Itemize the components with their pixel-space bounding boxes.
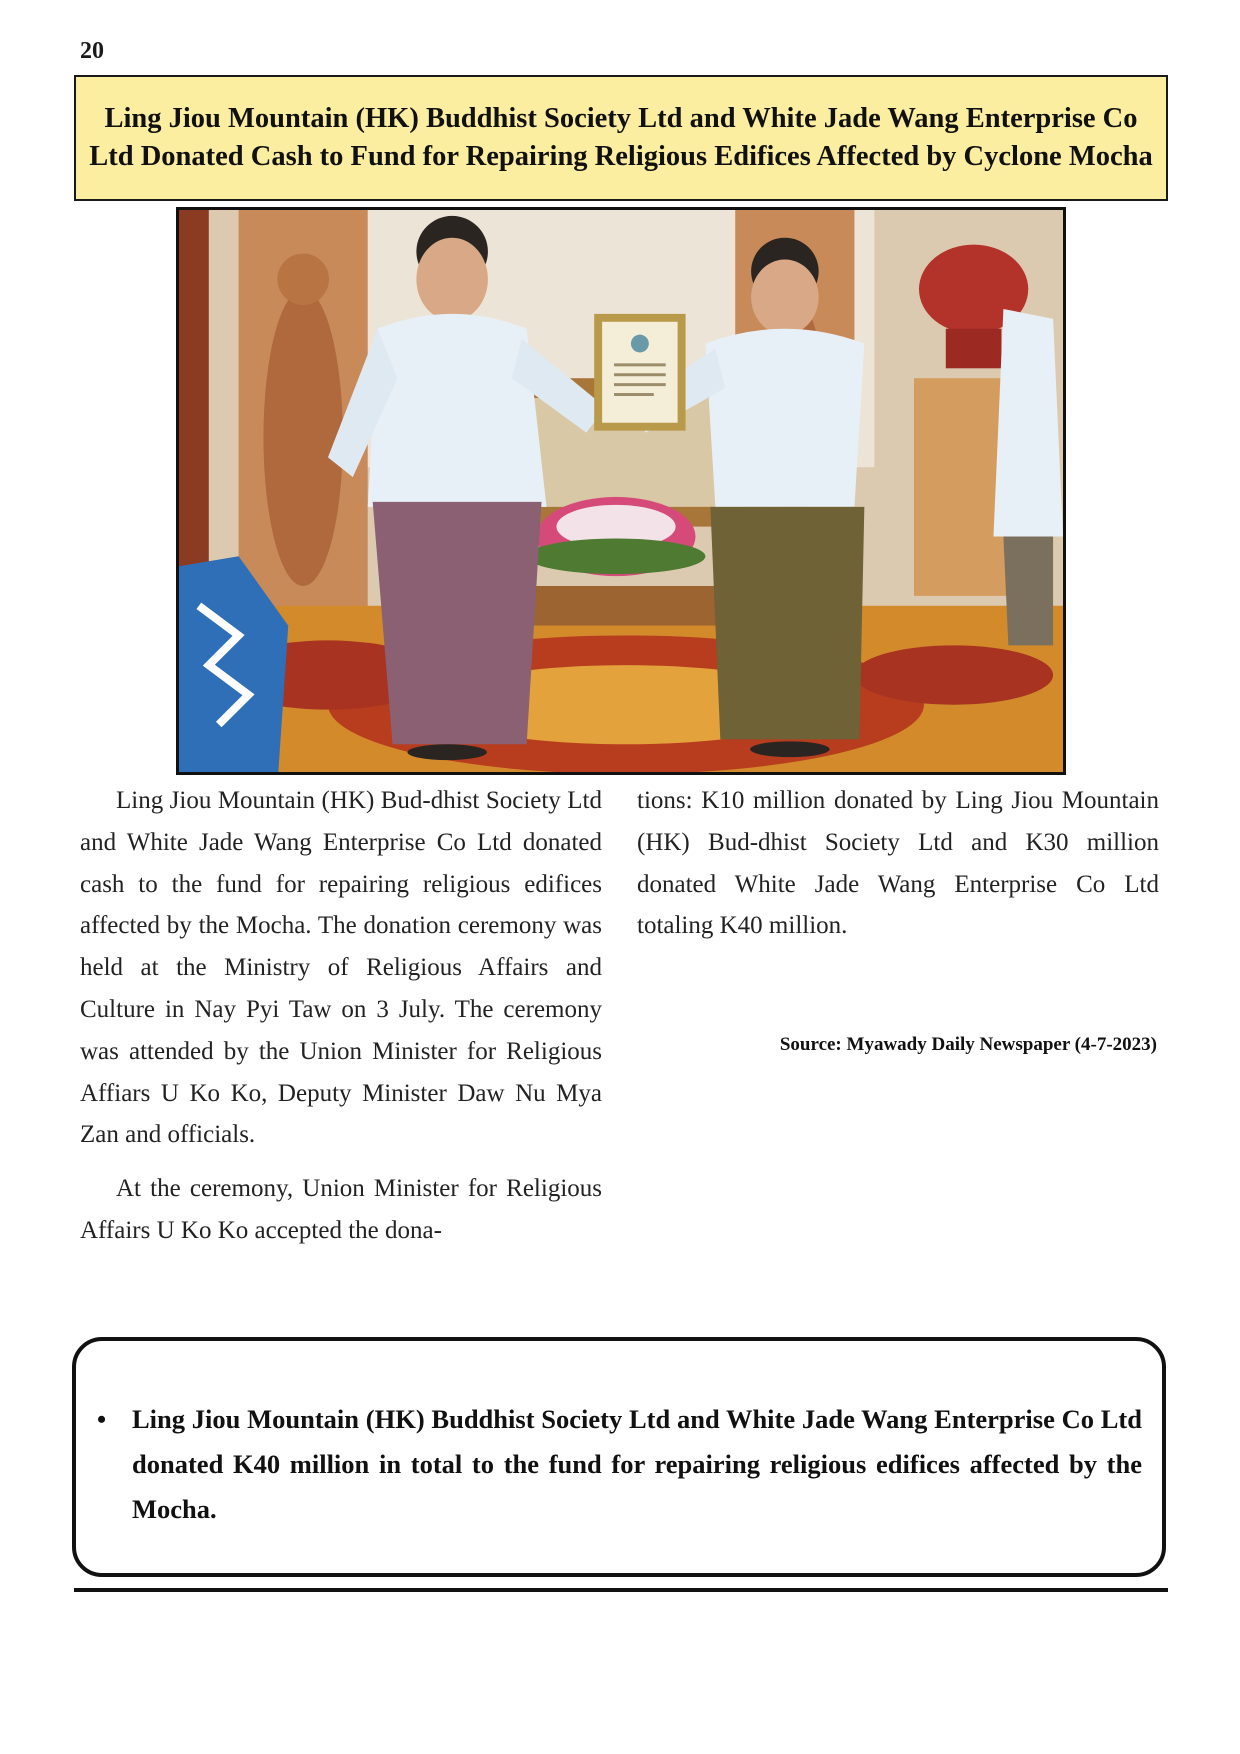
source-citation: Source: Myawady Daily Newspaper (4-7-2023) — [779, 1034, 1157, 1055]
summary-box — [72, 1337, 1166, 1577]
body-paragraph-1: Ling Jiou Mountain (HK) Bud-dhist Society Ltd and White Jade Wang Enterprise Co Ltd donated cash to the fund for repairing religious edifices affected by the Mocha. The donation ceremony was held at the Ministry of Religious Affairs and Culture in Nay Pyi Taw on 3 July. The ceremony was attended by the Union Minister for Religious Affiars U Ko Ko, Deputy Minister Daw Nu Mya Zan and officials. — [80, 787, 602, 1149]
bullet-icon: • — [97, 1405, 107, 1434]
summary-list — [92, 1397, 1142, 1532]
summary-item-text: Ling Jiou Mountain (HK) Buddhist Society Ltd and White Jade Wang Enterprise Co Ltd donated K40 million in total to the fund for repairing religious edifices affected by the Mocha. — [132, 1404, 1142, 1524]
page-number: 20 — [80, 38, 104, 64]
body-paragraph-2-start: At the ceremony, Union Minister for Religious Affairs U Ko Ko accepted the dona- — [80, 1175, 602, 1244]
title-box — [74, 75, 1168, 201]
summary-item — [97, 1397, 1142, 1532]
bottom-divider — [74, 1588, 1168, 1592]
text-column-left — [80, 780, 602, 1252]
photo-image — [179, 210, 1063, 772]
ceremony-photo — [176, 207, 1066, 775]
body-paragraph-2-continued: tions: K10 million donated by Ling Jiou Mountain (HK) Bud-dhist Society Ltd and K30 million donated White Jade Wang Enterprise Co Ltd totaling K40 million. — [637, 787, 1159, 940]
text-column-right — [637, 780, 1159, 947]
article-title: Ling Jiou Mountain (HK) Buddhist Society Ltd and White Jade Wang Enterprise Co Ltd Donated Cash to Fund for Repairing Religious Edifices Affected by Cyclone Mocha — [89, 103, 1153, 172]
